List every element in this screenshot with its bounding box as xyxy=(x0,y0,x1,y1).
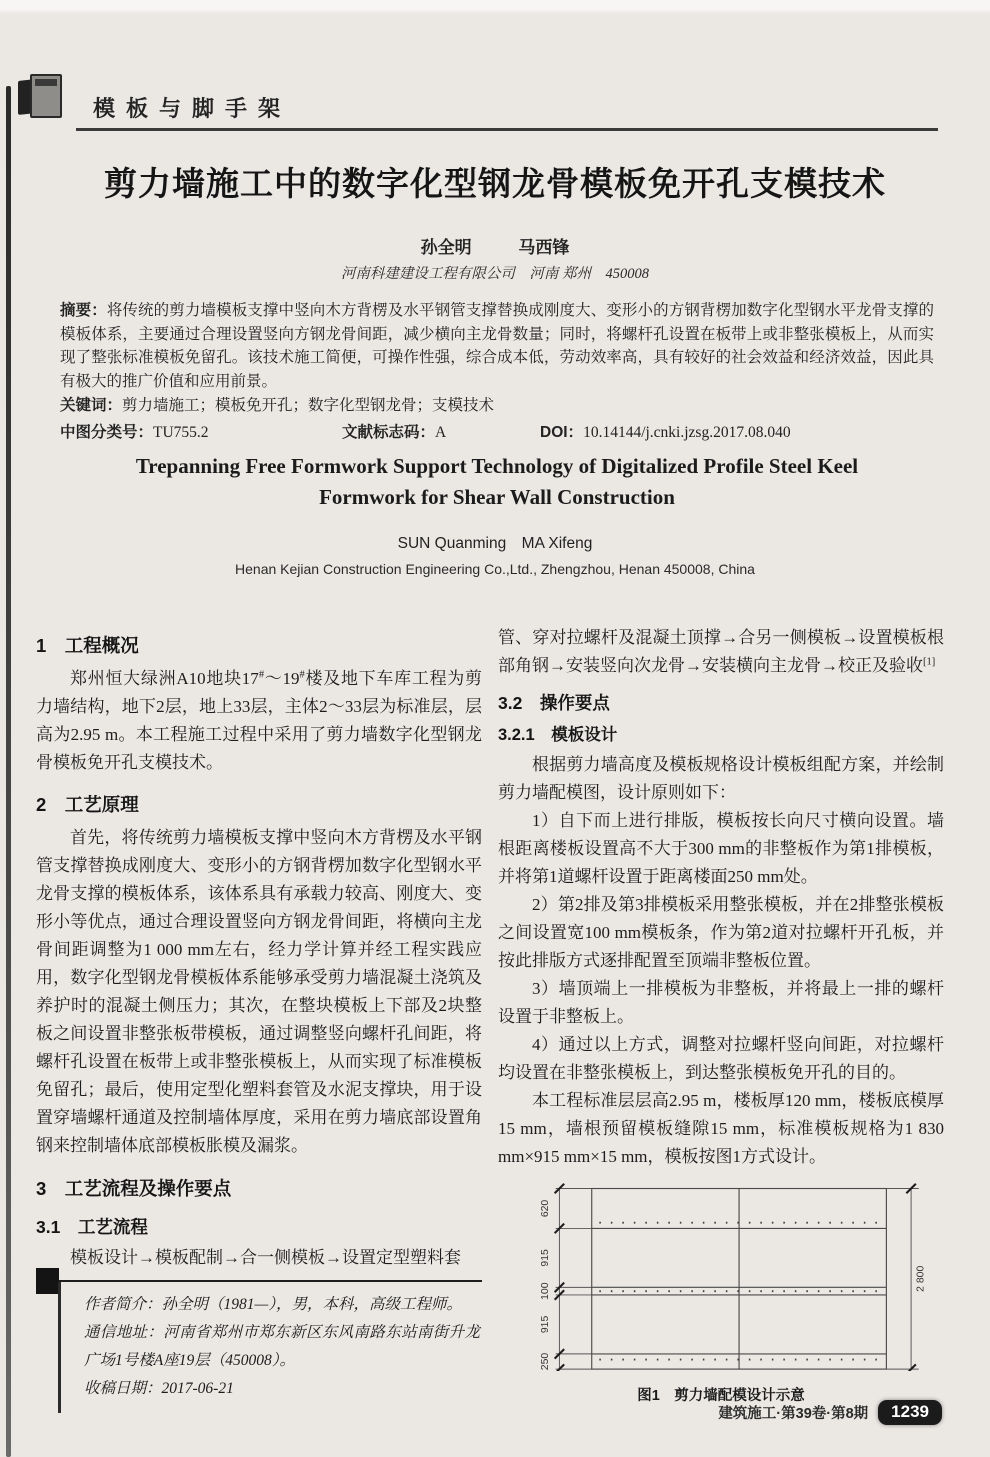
page-title: 剪力墙施工中的数字化型钢龙骨模板免开孔支模技术 xyxy=(104,165,886,202)
process-flow-line: 模板设计→模板配制→合一侧模板→设置定型塑料套 xyxy=(70,1248,461,1267)
abstract-block xyxy=(60,299,934,445)
left-column xyxy=(36,624,482,1427)
english-authors: SUN Quanming MA Xifeng xyxy=(397,535,593,552)
s1-text-b: ～19 xyxy=(264,669,300,688)
author-bio-box xyxy=(36,1280,482,1405)
page-footer xyxy=(718,1400,942,1425)
page-number-badge: 1239 xyxy=(878,1400,942,1425)
english-title-line1: Trepanning Free Formwork Support Technology of Digitalized Profile Steel Keel xyxy=(135,454,859,478)
classification-line xyxy=(60,421,934,445)
keywords-label: 关键词： xyxy=(60,397,123,415)
design-rule-2: 2）第2排及第3排模板采用整张模板，并在2排整张模板之间设置宽100 mm模板条，作为第2道对拉螺杆开孔板，并按此排版方式逐排配置至顶端非整板位置。 xyxy=(498,895,944,970)
section-2-heading: 2 工艺原理 xyxy=(36,794,139,815)
books-icon-front xyxy=(30,74,62,118)
design-rule-4: 4）通过以上方式，调整对拉螺杆竖向间距，对拉螺杆均设置在非整张模板上，到达整张模板免开孔的目的。 xyxy=(498,1035,944,1082)
figure-1 xyxy=(498,1179,944,1410)
section-3-heading: 3 工艺流程及操作要点 xyxy=(36,1178,232,1199)
bio-address-line: 通信地址：河南省郑州市郑东新区东风南路东站南街升龙广场1号楼A座19层（450008）。 xyxy=(84,1324,480,1369)
dim-915-lower: 915 xyxy=(540,1315,552,1334)
abstract-label: 摘要： xyxy=(60,302,107,319)
section-3-1-heading: 3.1 工艺流程 xyxy=(36,1217,148,1237)
doi-group xyxy=(540,421,791,445)
design-intro-paragraph: 根据剪力墙高度及模板规格设计模板组配方案，并绘制剪力墙配模图，设计原则如下： xyxy=(498,755,944,802)
affiliation: 河南科建建设工程有限公司 河南 郑州 450008 xyxy=(340,266,650,282)
project-spec-paragraph: 本工程标准层层高2.95 m，楼板厚120 mm，楼板底模厚15 mm，墙根预留模板缝隙15 mm，标准模板规格为1 830 mm×915 mm×15 mm，模板按图1方式设计。 xyxy=(498,1091,944,1166)
flow-cont-text: 管、穿对拉螺杆及混凝土顶撑→合另一侧模板→设置模板根部角钢→安装竖向次龙骨→安装横向主龙骨→校正及验收 xyxy=(498,628,944,675)
right-column xyxy=(498,624,944,1427)
books-icon xyxy=(18,74,64,118)
english-title-line2: Formwork for Shear Wall Construction xyxy=(319,485,675,509)
s1-text-a: 郑州恒大绿洲A10地块17 xyxy=(70,669,259,688)
author-1: 孙全明 xyxy=(420,238,472,257)
bio-left-rule xyxy=(58,1282,61,1413)
process-flow-continuation xyxy=(498,624,944,680)
banner-rule xyxy=(76,128,938,131)
s1-sup-1: # xyxy=(258,669,265,681)
doc-code-label: 文献标志码： xyxy=(342,423,436,441)
english-affiliation: Henan Kejian Construction Engineering Co.,Ltd., Zhengzhou, Henan 450008, China xyxy=(235,561,755,577)
keywords xyxy=(60,394,934,418)
design-rule-1: 1）自下而上进行排版，模板按长向尺寸横向设置。墙根距离楼板设置高不大于300 mm的非整板作为第1排模板，并将第1道螺杆设置于距离楼面250 mm处。 xyxy=(498,811,944,886)
english-title xyxy=(60,451,934,513)
abstract xyxy=(60,299,934,393)
bio-author-line: 作者简介：孙全明（1981—），男，本科，高级工程师。 xyxy=(84,1296,463,1313)
author-2: 马西锋 xyxy=(518,238,570,257)
column-banner: 模板与脚手架 xyxy=(93,96,292,121)
figure-1-caption: 图1 剪力墙配模设计示意 xyxy=(637,1388,805,1404)
reference-superscript: [1] xyxy=(923,656,936,668)
doc-code-value: A xyxy=(435,423,447,441)
section-2-paragraph: 首先，将传统剪力墙模板支撑中竖向木方背楞及水平钢管支撑替换成刚度大、变形小的方钢背楞加数字化型钢水平龙骨支撑的模板体系，该体系具有承载力较高、刚度大、变形小等优点，通过合理设置竖向方钢龙骨间距，将横向主龙骨间距调整为1 000 mm左右，经力学计算并经工程实践应用，数字化型钢龙骨模板体系能够承受剪力墙混凝土浇筑及养护时的混凝土侧压力；其次，在整块模板上下部及2块整板之间设置非整张板带模板，通过调整竖向螺杆孔间距，将螺杆孔设置在板带上或非整张模板上，从而实现了标准模板免留孔；最后，使用定型化塑料套管及水泥支撑块，用于设置穿墙螺杆通道及控制墙体厚度，采用在剪力墙底部设置角钢来控制墙体底部模板胀模及漏浆。 xyxy=(36,828,482,1155)
s1-text-c: 楼及地下车库工程为剪力墙结构，地下2层，地上33层，主体2～33层为标准层，层高为2.95 m。本工程施工过程中采用了剪力墙数字化型钢龙骨模板免开孔支模技术。 xyxy=(36,669,483,772)
doi-value: 10.14144/j.cnki.jzsg.2017.08.040 xyxy=(583,423,791,441)
dim-100: 100 xyxy=(540,1282,552,1300)
dim-250: 250 xyxy=(540,1352,552,1371)
clc-value: TU755.2 xyxy=(153,423,209,441)
clc-label: 中图分类号： xyxy=(60,423,154,441)
s1-sup-2: # xyxy=(299,669,305,681)
doi-label: DOI： xyxy=(540,423,584,441)
author-line xyxy=(0,233,990,258)
bio-corner-square xyxy=(36,1268,59,1294)
dim-2800: 2 800 xyxy=(915,1265,927,1292)
keywords-text: 剪力墙施工；模板免开孔；数字化型钢龙骨；支模技术 xyxy=(122,397,495,415)
abstract-text: 将传统的剪力墙模板支撑中竖向木方背楞及水平钢管支撑替换成刚度大、变形小的方钢背楞加数字化型钢水平龙骨支撑的模板体系，主要通过合理设置竖向方钢龙骨间距，减少横向主龙骨数量；同时，将螺杆孔设置在板带上或非整张模板上，从而实现了整张标准模板免留孔。该技术施工简便，可操作性强，综合成本低，劳动效率高，具有较好的社会效益和经济效益，因此具有极大的推广价值和应用前景。 xyxy=(60,302,934,390)
doc-code-group xyxy=(342,421,540,445)
section-1-heading: 1 工程概况 xyxy=(36,635,139,656)
dim-620: 620 xyxy=(540,1199,552,1218)
journal-issue-line: 建筑施工·第39卷·第8期 xyxy=(718,1406,869,1422)
design-rule-3: 3）墙顶端上一排模板为非整板，并将最上一排的螺杆设置于非整板上。 xyxy=(498,979,944,1026)
dim-915-upper: 915 xyxy=(540,1249,552,1267)
section-1-paragraph xyxy=(36,665,482,777)
section-3-2-1-heading: 3.2.1 模板设计 xyxy=(498,726,618,744)
two-column-body xyxy=(36,624,944,1427)
bio-received-date: 收稿日期：2017-06-21 xyxy=(84,1380,234,1397)
formwork-layout-diagram xyxy=(501,1179,941,1371)
section-3-2-heading: 3.2 操作要点 xyxy=(498,693,610,713)
clc-group xyxy=(60,421,342,445)
page-gutter-shadow xyxy=(6,86,11,1457)
